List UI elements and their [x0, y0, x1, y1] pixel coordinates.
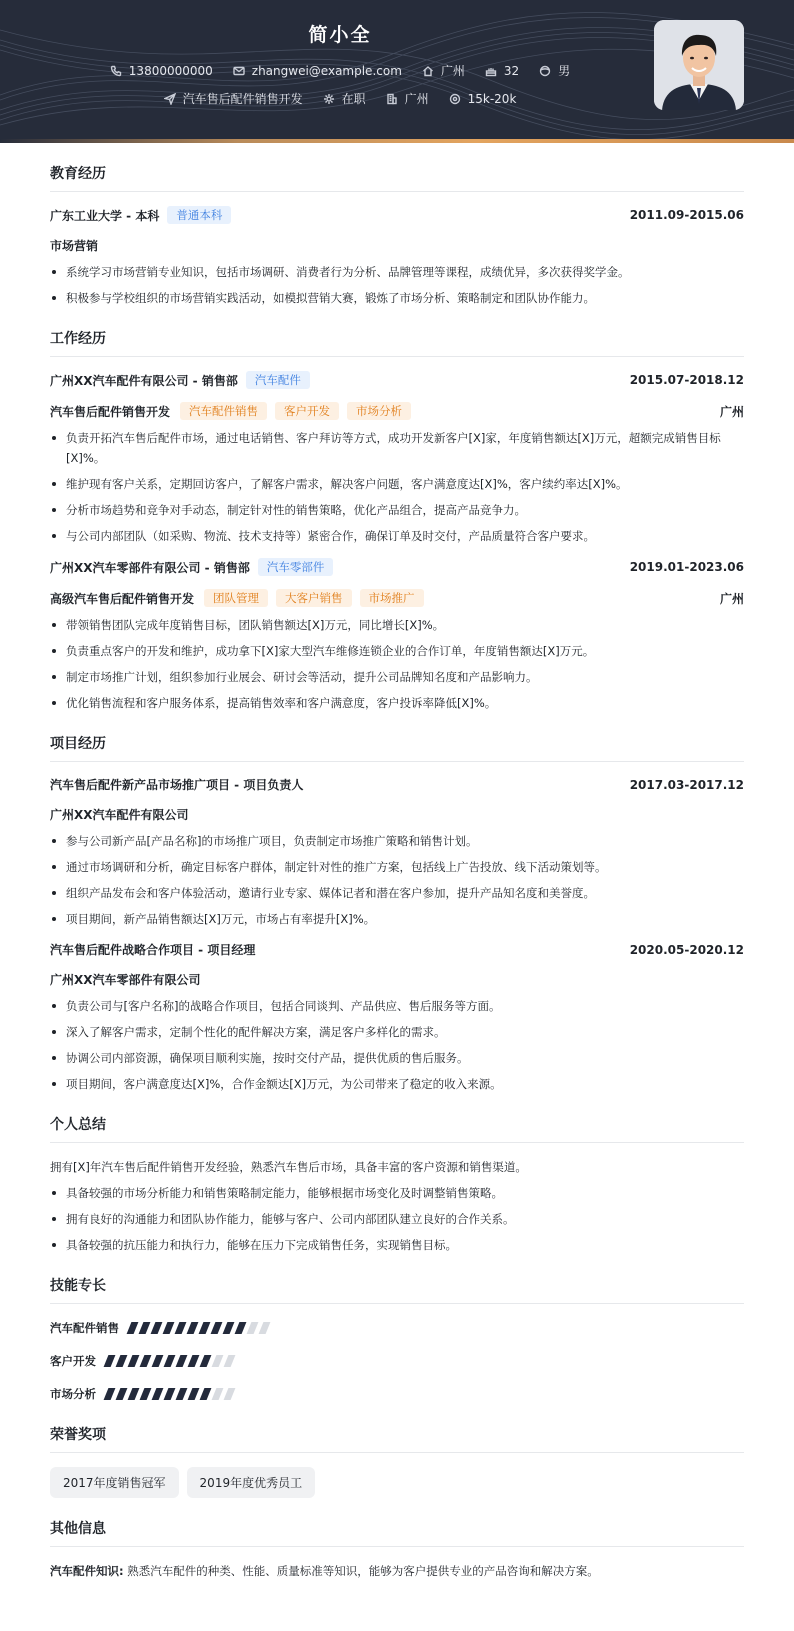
work-role-group — [50, 589, 424, 607]
job-target-text: 汽车售后配件销售开发 — [182, 92, 303, 106]
skill-name: 市场分析 — [50, 1387, 96, 1401]
industry-tag: 汽车零部件 — [258, 558, 334, 576]
company-name: 广州XX汽车配件有限公司 - 销售部 — [50, 373, 238, 388]
phone-icon — [110, 65, 122, 77]
skill-level-segment — [224, 1388, 236, 1400]
skill-name: 汽车配件销售 — [50, 1321, 119, 1335]
summary-bullets — [50, 1183, 744, 1255]
phone-text: 13800000000 — [128, 63, 213, 78]
work-entry — [50, 558, 744, 713]
other-section — [50, 1518, 744, 1581]
list-item: 具备较强的抗压能力和执行力，能够在压力下完成销售任务，实现销售目标。 — [50, 1235, 744, 1255]
work-location: 广州 — [719, 404, 744, 419]
education-date: 2011.09-2015.06 — [629, 208, 744, 222]
project-entry — [50, 941, 744, 1094]
city-item — [386, 90, 429, 107]
project-head — [50, 776, 744, 793]
work-role-row — [50, 402, 744, 420]
skill-level-segment — [163, 1322, 175, 1334]
skill-level-bar — [106, 1388, 238, 1400]
work-section — [50, 328, 744, 713]
skill-level-segment — [128, 1355, 140, 1367]
job-target-item — [164, 90, 303, 107]
skill-tag: 汽车配件销售 — [180, 402, 267, 420]
header-accent-line — [0, 139, 794, 143]
education-entry — [50, 206, 744, 308]
list-item: 参与公司新产品[产品名称]的市场推广项目，负责制定市场推广策略和销售计划。 — [50, 831, 744, 851]
summary-section — [50, 1114, 744, 1255]
resume-body — [0, 163, 794, 1581]
work-role-group — [50, 402, 411, 420]
avatar-portrait — [654, 20, 744, 110]
other-info-line — [50, 1561, 744, 1581]
project-company: 广州XX汽车零部件有限公司 — [50, 973, 201, 987]
phone-item — [110, 64, 213, 78]
skill-level-segment — [224, 1355, 236, 1367]
list-item: 积极参与学校组织的市场营销实践活动，如模拟营销大赛，锻炼了市场分析、策略制定和团队协作能力。 — [50, 288, 744, 308]
education-title-group — [50, 206, 231, 224]
city-text: 广州 — [404, 92, 429, 106]
skill-tag: 团队管理 — [204, 589, 268, 607]
skill-level-segment — [116, 1388, 128, 1400]
list-item: 优化销售流程和客户服务体系，提高销售效率和客户满意度，客户投诉率降低[X]%。 — [50, 693, 744, 713]
education-bullets — [50, 262, 744, 308]
skill-tag: 市场推广 — [360, 589, 424, 607]
honors-section — [50, 1424, 744, 1498]
project-date: 2020.05-2020.12 — [629, 942, 744, 957]
project-entry — [50, 776, 744, 929]
skill-level-segment — [211, 1322, 223, 1334]
list-item: 拥有良好的沟通能力和团队协作能力，能够与客户、公司内部团队建立良好的合作关系。 — [50, 1209, 744, 1229]
work-title-group — [50, 558, 333, 576]
gender-text: 男 — [558, 64, 571, 78]
age-item — [485, 64, 519, 78]
list-item: 项目期间，新产品销售额达[X]万元，市场占有率提升[X]%。 — [50, 909, 744, 929]
salary-item — [449, 92, 517, 106]
skill-level-segment — [175, 1322, 187, 1334]
hometown-item — [422, 62, 465, 79]
skill-level-segment — [188, 1388, 200, 1400]
skill-level-segment — [104, 1388, 116, 1400]
skill-level-segment — [259, 1322, 271, 1334]
skill-level-segment — [212, 1388, 224, 1400]
skill-level-segment — [187, 1322, 199, 1334]
skills-title: 技能专长 — [50, 1275, 744, 1304]
list-item: 协调公司内部资源，确保项目顺利实施，按时交付产品，提供优质的售后服务。 — [50, 1048, 744, 1068]
work-head — [50, 558, 744, 576]
company-name: 广州XX汽车零部件有限公司 - 销售部 — [50, 560, 250, 575]
other-text: 熟悉汽车配件的种类、性能、质量标准等知识，能够为客户提供专业的产品咨询和解决方案。 — [127, 1564, 599, 1578]
skill-level-segment — [151, 1322, 163, 1334]
skills-section — [50, 1275, 744, 1404]
skill-level-bar — [129, 1322, 273, 1334]
list-item: 负责重点客户的开发和维护，成功拿下[X]家大型汽车维修连锁企业的合作订单，年度销售额达[X]万元。 — [50, 641, 744, 661]
project-bullets — [50, 996, 744, 1094]
role-name: 高级汽车售后配件销售开发 — [50, 591, 195, 606]
skill-row — [50, 1384, 744, 1404]
skill-name: 客户开发 — [50, 1354, 96, 1368]
summary-intro: 拥有[X]年汽车售后配件销售开发经验，熟悉汽车售后市场，具备丰富的客户资源和销售渠道。 — [50, 1160, 527, 1174]
skill-level-segment — [199, 1322, 211, 1334]
skill-level-segment — [140, 1388, 152, 1400]
skill-level-segment — [200, 1388, 212, 1400]
list-item: 项目期间，客户满意度达[X]%，合作金额达[X]万元，为公司带来了稳定的收入来源。 — [50, 1074, 744, 1094]
project-date: 2017.03-2017.12 — [629, 777, 744, 792]
job-intent-row — [0, 90, 680, 107]
project-name: 汽车售后配件新产品市场推广项目 - 项目负责人 — [50, 778, 304, 792]
building-icon — [386, 93, 398, 105]
summary-title: 个人总结 — [50, 1114, 744, 1143]
status-text: 在职 — [341, 92, 366, 106]
work-bullets — [50, 615, 744, 713]
email-item — [233, 64, 402, 78]
project-company: 广州XX汽车配件有限公司 — [50, 808, 189, 822]
skill-level-segment — [152, 1355, 164, 1367]
education-title: 教育经历 — [50, 163, 744, 192]
skill-level-segment — [247, 1322, 259, 1334]
skill-level-segment — [139, 1322, 151, 1334]
skill-level-segment — [164, 1355, 176, 1367]
avatar — [654, 20, 744, 110]
honor-badge: 2019年度优秀员工 — [187, 1467, 316, 1498]
project-head — [50, 941, 744, 958]
work-head — [50, 371, 744, 389]
industry-tag: 汽车配件 — [246, 371, 310, 389]
education-major: 市场营销 — [50, 239, 99, 253]
work-role-row — [50, 589, 744, 607]
status-item — [323, 90, 366, 107]
work-bullets — [50, 428, 744, 546]
age-text: 32 — [503, 63, 520, 78]
home-icon — [422, 65, 434, 77]
list-item: 系统学习市场营销专业知识，包括市场调研、消费者行为分析、品牌管理等课程，成绩优异，多次获得奖学金。 — [50, 262, 744, 282]
project-bullets — [50, 831, 744, 929]
skill-tag: 市场分析 — [347, 402, 411, 420]
skill-tag: 客户开发 — [275, 402, 339, 420]
skill-level-segment — [152, 1388, 164, 1400]
role-name: 汽车售后配件销售开发 — [50, 404, 171, 419]
school-name: 广东工业大学 - 本科 — [50, 208, 160, 223]
resume-header — [0, 0, 794, 143]
skill-level-segment — [104, 1355, 116, 1367]
work-location: 广州 — [719, 591, 744, 606]
skill-level-segment — [212, 1355, 224, 1367]
list-item: 带领销售团队完成年度销售目标，团队销售额达[X]万元，同比增长[X]%。 — [50, 615, 744, 635]
person-icon — [539, 65, 551, 77]
skill-level-bar — [106, 1355, 238, 1367]
cake-icon — [485, 65, 497, 77]
list-item: 具备较强的市场分析能力和销售策略制定能力，能够根据市场变化及时调整销售策略。 — [50, 1183, 744, 1203]
skill-level-segment — [127, 1322, 139, 1334]
skill-level-segment — [223, 1322, 235, 1334]
gear-icon — [323, 93, 335, 105]
hometown-text: 广州 — [440, 64, 465, 78]
skill-row — [50, 1351, 744, 1371]
list-item: 通过市场调研和分析，确定目标客户群体，制定针对性的推广方案，包括线上广告投放、线下活动策划等。 — [50, 857, 744, 877]
degree-tag: 普通本科 — [167, 206, 231, 224]
list-item: 与公司内部团队（如采购、物流、技术支持等）紧密合作，确保订单及时交付，产品质量符合客户要求。 — [50, 526, 744, 546]
list-item: 维护现有客户关系，定期回访客户，了解客户需求，解决客户问题，客户满意度达[X]%，客户续约率达[X]%。 — [50, 474, 744, 494]
list-item: 制定市场推广计划，组织参加行业展会、研讨会等活动，提升公司品牌知名度和产品影响力。 — [50, 667, 744, 687]
skill-level-segment — [128, 1388, 140, 1400]
work-date: 2015.07-2018.12 — [629, 373, 744, 387]
other-label: 汽车配件知识: — [50, 1564, 124, 1578]
candidate-name: 简小全 — [308, 24, 372, 46]
work-entry — [50, 371, 744, 546]
honors-title: 荣誉奖项 — [50, 1424, 744, 1453]
skill-level-segment — [200, 1355, 212, 1367]
contact-row — [0, 62, 680, 79]
honors-list — [50, 1467, 744, 1498]
project-name: 汽车售后配件战略合作项目 - 项目经理 — [50, 943, 256, 957]
skill-level-segment — [140, 1355, 152, 1367]
other-title: 其他信息 — [50, 1518, 744, 1547]
work-date: 2019.01-2023.06 — [629, 560, 744, 574]
salary-text: 15k-20k — [467, 91, 517, 106]
skill-level-segment — [235, 1322, 247, 1334]
education-head — [50, 206, 744, 224]
skill-row — [50, 1318, 744, 1338]
gender-item — [539, 62, 570, 79]
email-text: zhangwei@example.com — [251, 63, 402, 78]
list-item: 组织产品发布会和客户体验活动，邀请行业专家、媒体记者和潜在客户参加，提升产品知名度和美誉度。 — [50, 883, 744, 903]
honor-badge: 2017年度销售冠军 — [50, 1467, 179, 1498]
mail-icon — [233, 65, 245, 77]
list-item: 负责开拓汽车售后配件市场，通过电话销售、客户拜访等方式，成功开发新客户[X]家，年度销售额达[X]万元，超额完成销售目标[X]%。 — [50, 428, 744, 468]
projects-section — [50, 733, 744, 1094]
education-section — [50, 163, 744, 308]
skill-tag: 大客户销售 — [276, 589, 352, 607]
work-title-group — [50, 371, 310, 389]
work-title: 工作经历 — [50, 328, 744, 357]
list-item: 负责公司与[客户名称]的战略合作项目，包括合同谈判、产品供应、售后服务等方面。 — [50, 996, 744, 1016]
list-item: 分析市场趋势和竞争对手动态，制定针对性的销售策略，优化产品组合，提高产品竞争力。 — [50, 500, 744, 520]
send-icon — [164, 93, 176, 105]
skill-level-segment — [176, 1355, 188, 1367]
projects-title: 项目经历 — [50, 733, 744, 762]
coin-icon — [449, 93, 461, 105]
skill-level-segment — [188, 1355, 200, 1367]
skill-level-segment — [164, 1388, 176, 1400]
skill-level-segment — [116, 1355, 128, 1367]
list-item: 深入了解客户需求，定制个性化的配件解决方案，满足客户多样化的需求。 — [50, 1022, 744, 1042]
skill-level-segment — [176, 1388, 188, 1400]
